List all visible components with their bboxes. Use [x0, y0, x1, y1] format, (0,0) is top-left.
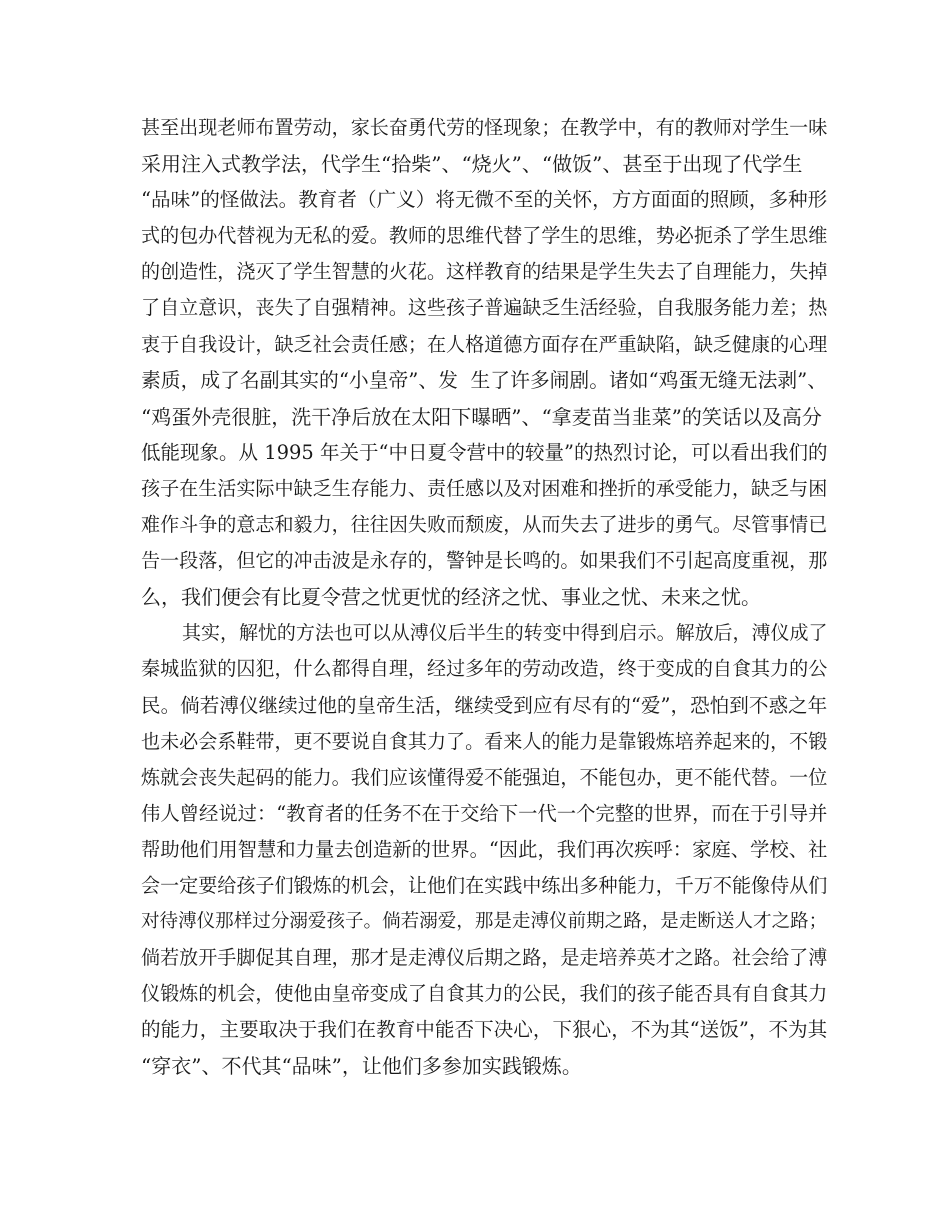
text-line: “鸡蛋外壳很脏，洗干净后放在太阳下曝晒”、“拿麦苗当韭菜”的笑话以及高分 [141, 404, 822, 429]
text-line: 告一段落，但它的冲击波是永存的，警钟是长鸣的。如果我们不引起高度重视，那 [141, 550, 828, 573]
text-line: 其实，解忧的方法也可以从溥仪后半生的转变中得到启示。解放后，溥仪成了 [182, 622, 828, 645]
text-line: 仪锻炼的机会，使他由皇帝变成了自食其力的公民，我们的孩子能否具有自食其力 [141, 983, 828, 1006]
text-line: 难作斗争的意志和毅力，往往因失败而颓废，从而失去了进步的勇气。尽管事情已 [141, 514, 828, 537]
text-line: 帮助他们用智慧和力量去创造新的世界。“因此，我们再次疾呼：家庭、学校、社 [141, 837, 828, 861]
text-line: 炼就会丧失起码的能力。我们应该懂得爱不能强迫，不能包办，更不能代替。一位 [141, 766, 828, 789]
text-line: 倘若放开手脚促其自理，那才是走溥仪后期之路，是走培养英才之路。社会给了溥 [141, 947, 828, 970]
text-line: 了自立意识，丧失了自强精神。这些孩子普遍缺乏生活经验，自我服务能力差；热 [141, 297, 828, 320]
text-line: “穿衣”、不代其“品味”，让他们多参加实践锻炼。 [141, 1054, 582, 1079]
text-line: 对待溥仪那样过分溺爱孩子。倘若溺爱，那是走溥仪前期之路，是走断送人才之路； [141, 911, 828, 933]
text-line: 么，我们便会有比夏令营之忧更忧的经济之忧、事业之忧、未来之忧。 [141, 585, 761, 610]
text-line: 低能现象。从 1995 年关于“中日夏令营中的较量”的热烈讨论，可以看出我们的 [141, 440, 828, 464]
body-text [141, 110, 831, 1085]
text-line: 伟人曾经说过：“教育者的任务不在于交给下一代一个完整的世界，而在于引导并 [141, 801, 828, 825]
text-line: 素质，成了名副其实的“小皇帝”、发 生了许多闹剧。诸如“鸡蛋无缝无法剥”、 [141, 368, 828, 392]
text-line: “品味”的怪做法。教育者（广义）将无微不至的关怀，方方面面的照顾，多种形 [141, 188, 828, 212]
text-line: 民。倘若溥仪继续过他的皇帝生活，继续受到应有尽有的“爱”，恐怕到不惑之年 [141, 693, 828, 717]
text-line: 甚至出现老师布置劳动，家长奋勇代劳的怪现象；在教学中，有的教师对学生一味 [141, 117, 828, 139]
text-line: 会一定要给孩子们锻炼的机会，让他们在实践中练出多种能力，千万不能像侍从们 [141, 874, 828, 897]
text-line: 采用注入式教学法，代学生“拾柴”、“烧火”、“做饭”、甚至于出现了代学生 [141, 152, 803, 177]
text-line: 式的包办代替视为无私的爱。教师的思维代替了学生的思维，势必扼杀了学生思维 [141, 225, 828, 248]
text-line: 秦城监狱的囚犯，什么都得自理，经过多年的劳动改造，终于变成的自食其力的公 [141, 658, 828, 681]
text-line: 的能力，主要取决于我们在教育中能否下决心，下狠心，不为其“送饭”，不为其 [141, 1018, 828, 1042]
text-line: 孩子在生活实际中缺乏生存能力、责任感以及对困难和挫折的承受能力，缺乏与困 [141, 477, 828, 500]
text-line: 衷于自我设计，缺乏社会责任感；在人格道德方面存在严重缺陷，缺乏健康的心理 [141, 333, 828, 356]
text-line: 的创造性，浇灭了学生智慧的火花。这样教育的结果是学生失去了自理能力，失掉 [141, 261, 828, 284]
text-line: 也未必会系鞋带，更不要说自食其力了。看来人的能力是靠锻炼培养起来的，不锻 [141, 730, 828, 753]
